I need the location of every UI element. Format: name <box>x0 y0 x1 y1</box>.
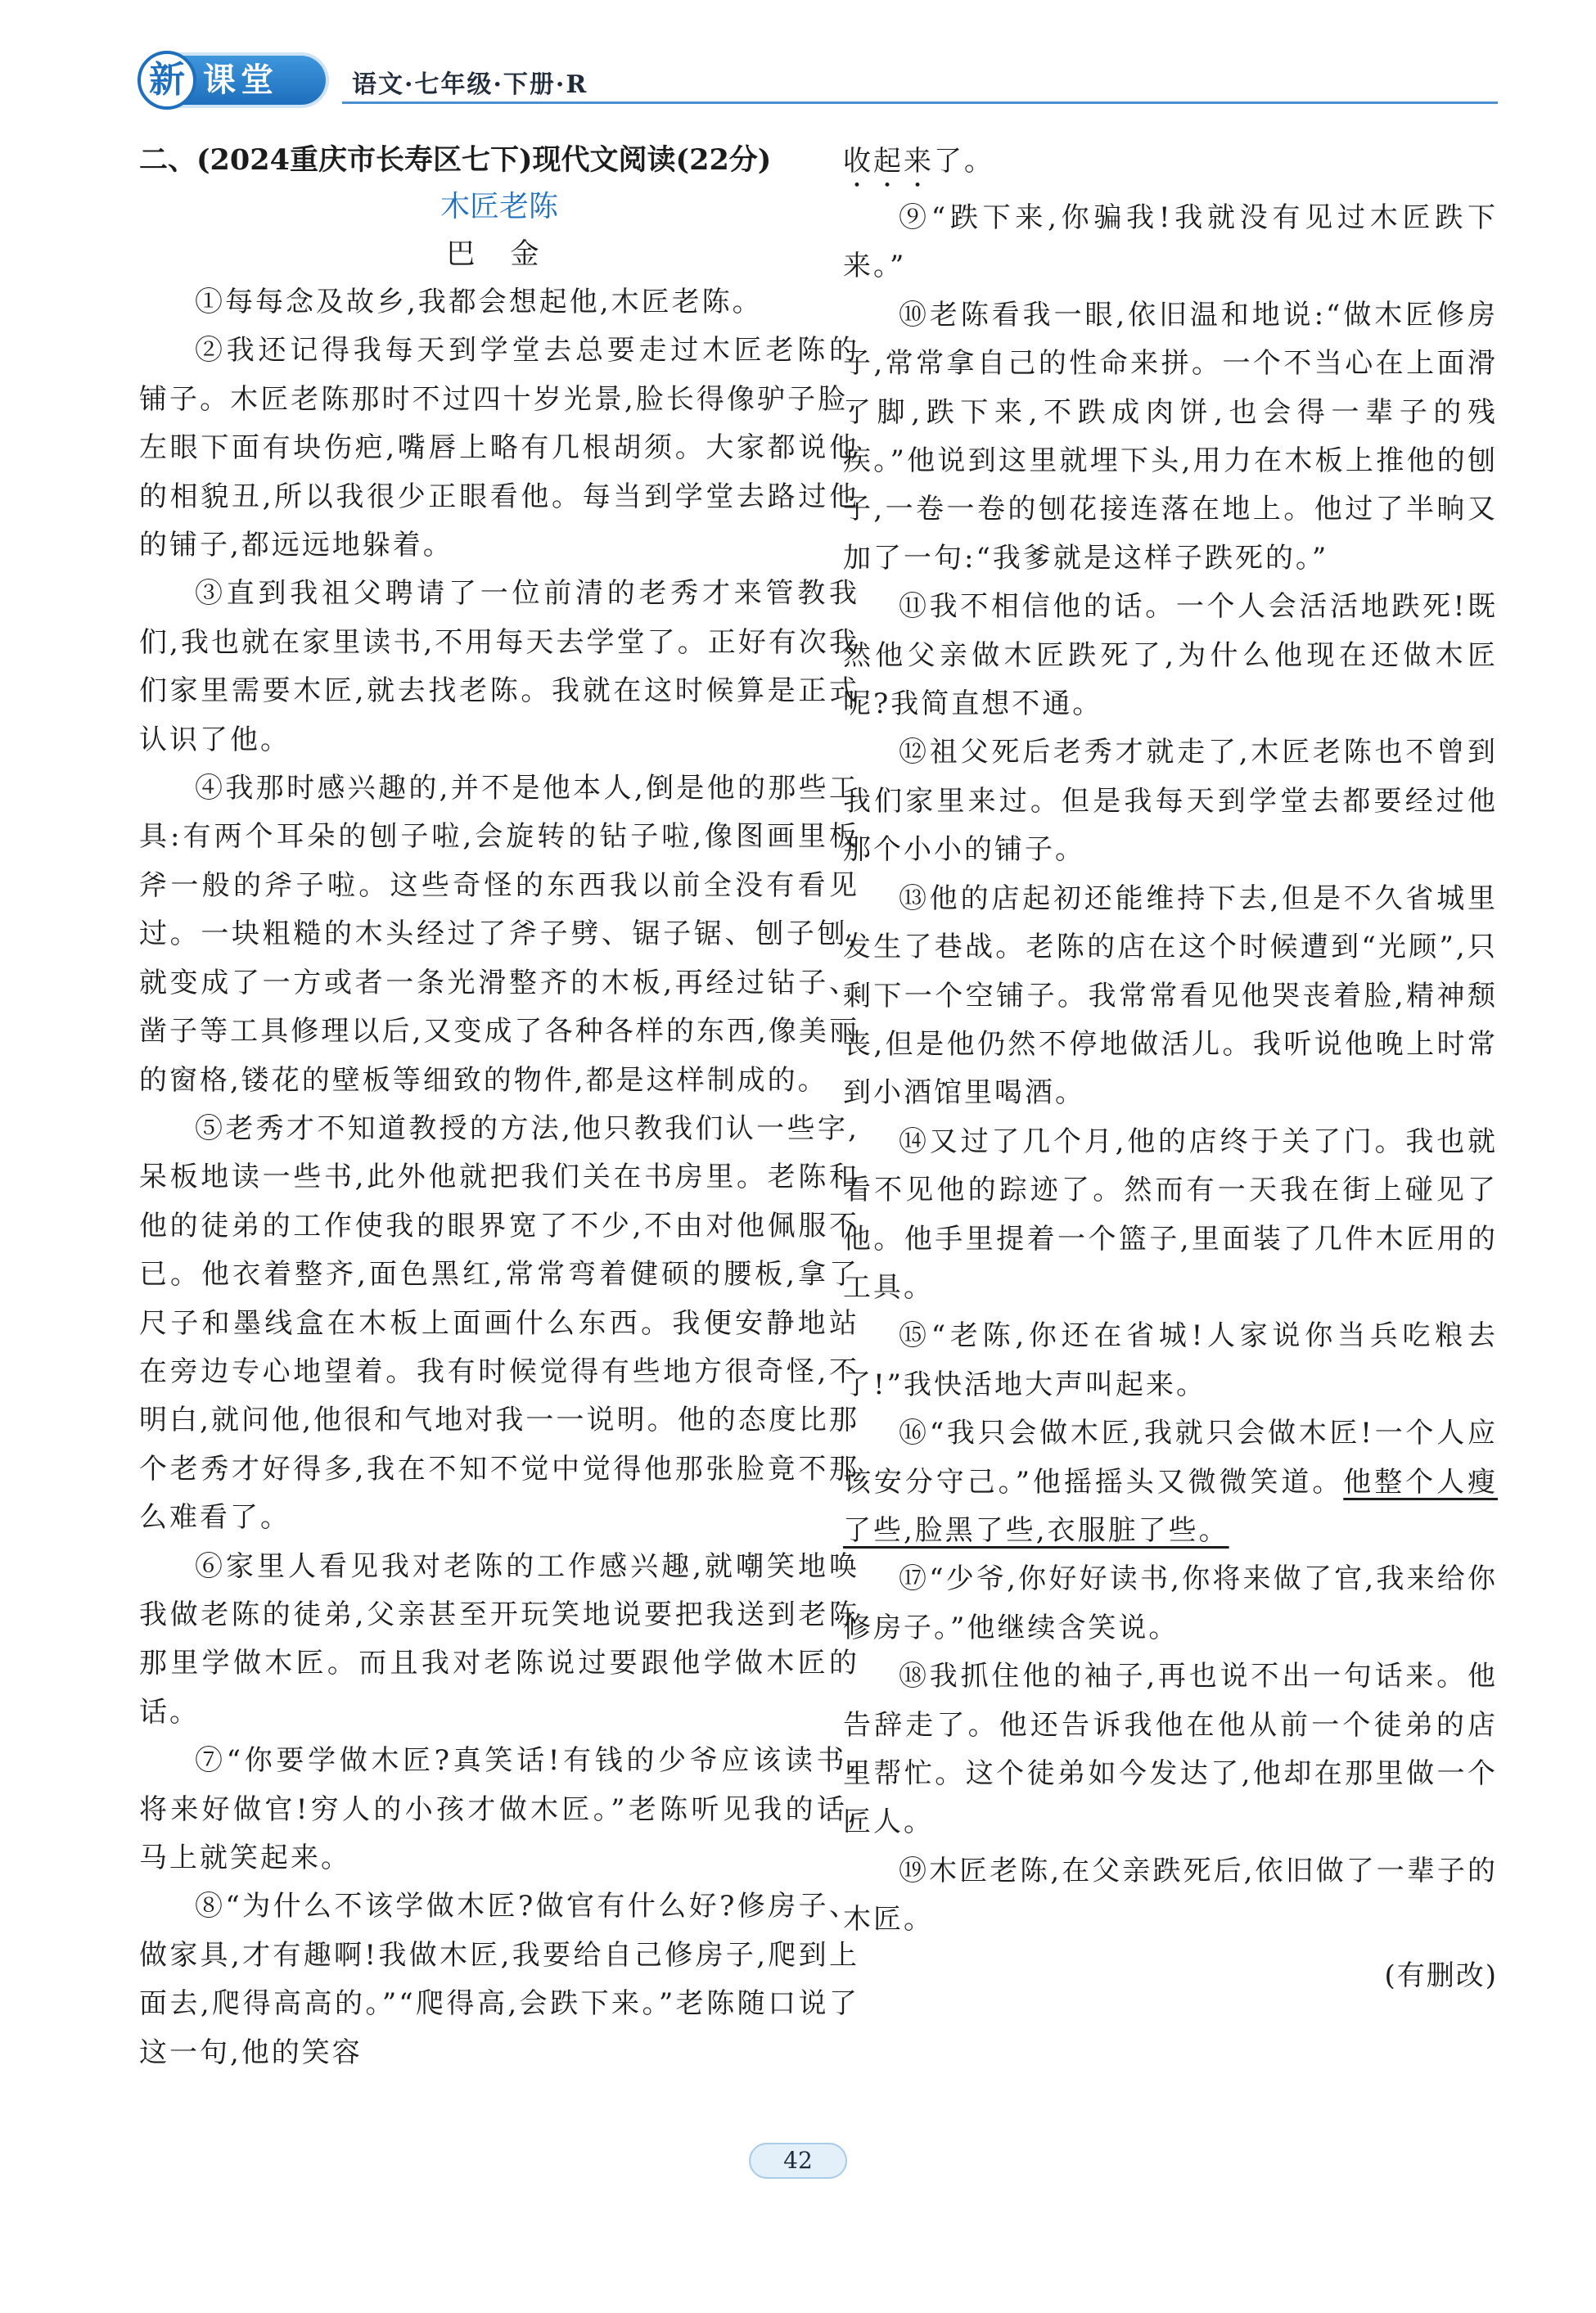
page-header <box>138 47 1496 116</box>
paragraph-4: ④我那时感兴趣的,并不是他本人,倒是他的那些工具:有两个耳朵的刨子啦,会旋转的钻子啦,像图画里板斧一般的斧子啦。这些奇怪的东西我以前全没有看见过。一块粗糙的木头经过了斧子劈、锯子锯、刨子刨,就变成了一方或者一条光滑整齐的木板,再经过钻子、凿子等工具修理以后,又变成了各种各样的东西,像美丽的窗格,镂花的壁板等细致的物件,都是这样制成的。 <box>139 772 859 1097</box>
paragraph-2: ②我还记得我每天到学堂去总要走过木匠老陈的铺子。木匠老陈那时不过四十岁光景,脸长得像驴子脸,左眼下面有块伤疤,嘴唇上略有几根胡须。大家都说他的相貌丑,所以我很少正眼看他。每当到学堂去路过他的铺子,都远远地躲着。 <box>139 334 859 562</box>
logo-circle-char: 新 <box>138 51 196 110</box>
page-number-text: 42 <box>783 2147 813 2174</box>
subject-label: 语文·七年级·下册·R <box>352 70 588 99</box>
paragraph-8-end: 了。 <box>934 145 994 178</box>
paragraph-17: ⑰“少爷,你好好读书,你将来做了官,我来给你修房子。”他继续含笑说。 <box>843 1562 1498 1644</box>
left-column <box>139 138 859 2077</box>
paragraph-16 <box>843 1409 1498 1555</box>
paragraph-8-text: ⑧“为什么不该学做木匠?做官有什么好?修房子、做家具,才有趣啊!我做木匠,我要给自己修房子,爬到上面去,爬得高高的。”“爬得高,会跌下来。”老陈随口说了这一句,他的笑容 <box>139 1890 859 2069</box>
paragraph-19: ⑲木匠老陈,在父亲跌死后,依旧做了一辈子的木匠。 <box>843 1854 1498 1937</box>
paragraph-10: ⑩老陈看我一眼,依旧温和地说:“做木匠修房子,常常拿自己的性命来拼。一个不当心在上面滑了脚,跌下来,不跌成肉饼,也会得一辈子的残疾。”他说到这里就埋下头,用力在木板上推他的刨子,一卷一卷的刨花接连落在地上。他过了半晌又加了一句:“我爹就是这样子跌死的。” <box>843 298 1498 575</box>
paragraph-7: ⑦“你要学做木匠?真笑话!有钱的少爷应该读书,将来好做官!穷人的小孩才做木匠。”老陈听见我的话,马上就笑起来。 <box>139 1744 859 1874</box>
paragraph-8-continued <box>843 138 1498 194</box>
paragraph-11: ⑪我不相信他的话。一个人会活活地跌死!既然他父亲做木匠跌死了,为什么他现在还做木匠呢?我简直想不通。 <box>843 590 1498 721</box>
logo-text: 课堂 <box>203 61 278 99</box>
paragraph-6: ⑥家里人看见我对老陈的工作感兴趣,就嘲笑地唤我做老陈的徒弟,父亲甚至开玩笑地说要把我送到老陈那里学做木匠。而且我对老陈说过要跟他学做木匠的话。 <box>139 1549 859 1729</box>
paragraph-14: ⑭又过了几个月,他的店终于关了门。我也就看不见他的踪迹了。然而有一天我在街上碰见了他。他手里提着一个篮子,里面装了几件木匠用的工具。 <box>843 1125 1498 1304</box>
brand-logo <box>138 51 342 111</box>
underlined-sentence: 他整个人瘦了些,脸黑了些,衣服脏了些。 <box>843 1465 1499 1547</box>
page-number <box>749 2138 847 2184</box>
edit-note: (有删改) <box>1384 1959 1498 1992</box>
paragraph-8-emphasis: 收起来 <box>843 145 934 178</box>
paragraph-9: ⑨“跌下来,你骗我!我就没有见过木匠跌下来。” <box>843 201 1498 283</box>
paragraph-13: ⑬他的店起初还能维持下去,但是不久省城里发生了巷战。老陈的店在这个时候遭到“光顾”,只剩下一个空铺子。我常常看见他哭丧着脸,精神颓丧,但是他仍然不停地做活儿。我听说他晚上时常到小酒馆里喝酒。 <box>843 881 1498 1110</box>
article-author: 巴 金 <box>446 238 552 271</box>
paragraph-1: ①每每念及故乡,我都会想起他,木匠老陈。 <box>195 286 763 318</box>
article-title: 木匠老陈 <box>440 190 558 223</box>
paragraph-5: ⑤老秀才不知道教授的方法,他只教我们认一些字,呆板地读一些书,此外他就把我们关在书房里。老陈和他的徒弟的工作使我的眼界宽了不少,不由对他佩服不已。他衣着整齐,面色黑红,常常弯着健硕的腰板,拿了尺子和墨线盒在木板上面画什么东西。我便安静地站在旁边专心地望着。我有时候觉得有些地方很奇怪,不明白,就问他,他很和气地对我一一说明。他的态度比那个老秀才好得多,我在不知不觉中觉得他那张脸竟不那么难看了。 <box>139 1111 859 1535</box>
header-divider <box>342 101 1498 104</box>
paragraph-18: ⑱我抓住他的袖子,再也说不出一句话来。他告辞走了。他还告诉我他在他从前一个徒弟的店里帮忙。这个徒弟如今发达了,他却在那里做一个匠人。 <box>843 1660 1498 1839</box>
right-column <box>843 138 1498 2000</box>
paragraph-3: ③直到我祖父聘请了一位前清的老秀才来管教我们,我也就在家里读书,不用每天去学堂了。正好有次我们家里需要木匠,就去找老陈。我就在这时候算是正式认识了他。 <box>139 577 859 756</box>
paragraph-8-start <box>139 1882 859 2077</box>
section-title: 二、(2024重庆市长寿区七下)现代文阅读(22分) <box>139 143 772 177</box>
paragraph-15: ⑮“老陈,你还在省城!人家说你当兵吃粮去了!”我快活地大声叫起来。 <box>843 1319 1498 1401</box>
paragraph-12: ⑫祖父死后老秀才就走了,木匠老陈也不曾到我们家里来过。但是我每天到学堂去都要经过他那个小小的铺子。 <box>843 736 1498 867</box>
paragraph-16-text: ⑯“我只会做木匠,我就只会做木匠!一个人应该安分守己。”他摇摇头又微微笑道。 <box>843 1417 1498 1499</box>
